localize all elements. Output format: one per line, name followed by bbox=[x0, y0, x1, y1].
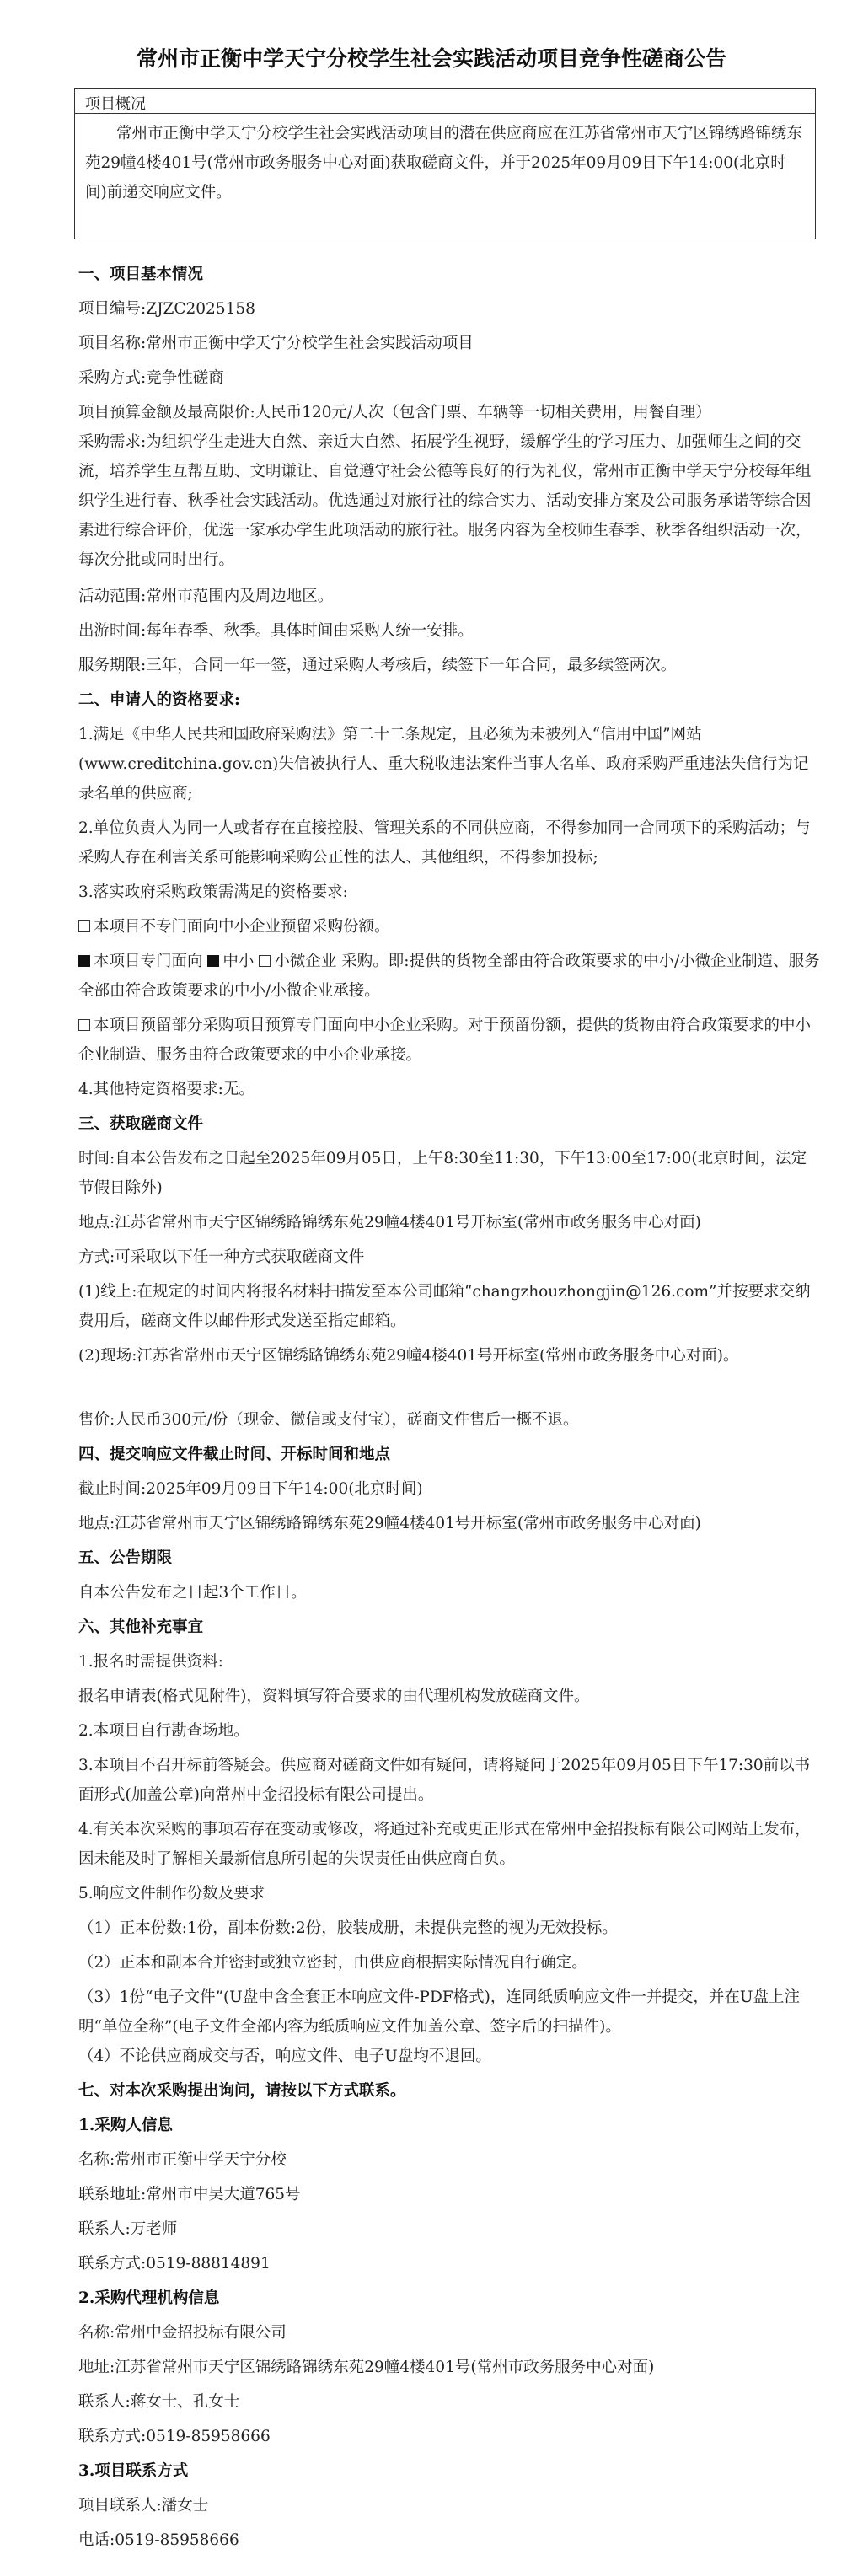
agency-heading: 2.采购代理机构信息 bbox=[78, 2289, 220, 2307]
trip-time: 出游时间:每年春季、秋季。具体时间由采购人统一安排。 bbox=[78, 622, 474, 640]
notice-period: 自本公告发布之日起3个工作日。 bbox=[78, 1584, 307, 1602]
purchaser-address: 联系地址:常州市中吴大道765号 bbox=[78, 2186, 301, 2203]
sme-option-2: 本项目专门面向 中小 小微企业 采购。即:提供的货物全部由符合政策要求的中小/小微企业制造、服务全部由符合政策要求的中小/小微企业承接。 bbox=[78, 953, 820, 1000]
section-5-heading: 五、公告期限 bbox=[78, 1549, 173, 1567]
overview-box bbox=[74, 88, 816, 239]
project-number: 项目编号:ZJZC2025158 bbox=[78, 300, 255, 318]
document-time: 时间:自本公告发布之日起至2025年09月05日，上午8:30至11:30，下午13:00至17:00(北京时间，法定节假日除外) bbox=[78, 1150, 807, 1197]
project-contact-heading: 3.项目联系方式 bbox=[78, 2462, 189, 2480]
section-1-heading: 一、项目基本情况 bbox=[78, 266, 204, 283]
supplement-1-detail: 报名申请表(格式见附件)，资料填写符合要求的由代理机构发放磋商文件。 bbox=[78, 1688, 590, 1705]
purchaser-phone: 联系方式:0519-88814891 bbox=[78, 2255, 271, 2273]
overview-header bbox=[75, 89, 815, 114]
submission-deadline: 截止时间:2025年09月09日下午14:00(北京时间) bbox=[78, 1480, 423, 1498]
document-online: (1)线上:在规定的时间内将报名材料扫描发至本公司邮箱“changzhouzhongjin@126.com”并按要求交纳费用后，磋商文件以邮件形式发送至指定邮箱。 bbox=[78, 1283, 811, 1330]
document-way: 方式:可采取以下任一种方式获取磋商文件 bbox=[78, 1248, 365, 1266]
supplement-4: 4.有关本次采购的事项若存在变动或修改，将通过补充或更正形式在常州中金招投标有限公司网站上发布，因未能及时了解相关最新信息所引起的失误责任由供应商自负。 bbox=[78, 1821, 811, 1868]
qualification-2: 2.单位负责人为同一人或者存在直接控股、管理关系的不同供应商，不得参加同一合同项下的采购活动；与采购人存在利害关系可能影响采购公正性的法人、其他组织，不得参加投标; bbox=[78, 819, 811, 867]
agency-address: 地址:江苏省常州市天宁区锦绣路锦绣东苑29幢4楼401号(常州市政务服务中心对面) bbox=[78, 2359, 655, 2376]
section-7-heading: 七、对本次采购提出询问，请按以下方式联系。 bbox=[78, 2082, 406, 2100]
purchaser-heading: 1.采购人信息 bbox=[78, 2117, 173, 2134]
document-place: 地点:江苏省常州市天宁区锦绣路锦绣东苑29幢4楼401号开标室(常州市政务服务中心对面) bbox=[78, 1214, 701, 1232]
section-6-heading: 六、其他补充事宜 bbox=[78, 1618, 204, 1636]
checkbox-empty-icon bbox=[259, 955, 271, 967]
overview-heading: 项目概况 bbox=[85, 95, 146, 113]
qualification-3: 3.落实政府采购政策需满足的资格要求: bbox=[78, 883, 348, 901]
qualification-4: 4.其他特定资格要求:无。 bbox=[78, 1081, 255, 1098]
activity-scope: 活动范围:常州市范围内及周边地区。 bbox=[78, 588, 334, 605]
sme-option-3: 本项目预留部分采购项目预算专门面向中小企业采购。对于预留份额，提供的货物由符合政策要求的中小企业制造、服务由符合政策要求的中小企业承接。 bbox=[78, 1017, 812, 1064]
supplement-3: 3.本项目不召开标前答疑会。供应商对磋商文件如有疑问，请将疑问于2025年09月05日下午17:30前以书面形式(加盖公章)向常州中金招投标有限公司提出。 bbox=[78, 1757, 811, 1804]
purchaser-contact: 联系人:万老师 bbox=[78, 2220, 178, 2238]
procurement-method: 采购方式:竞争性磋商 bbox=[78, 369, 224, 387]
project-name: 项目名称:常州市正衡中学天宁分校学生社会实践活动项目 bbox=[78, 335, 474, 352]
checkbox-filled-icon bbox=[78, 955, 90, 967]
supplement-5: 5.响应文件制作份数及要求 bbox=[78, 1885, 265, 1902]
supplement-1: 1.报名时需提供资料: bbox=[78, 1653, 223, 1671]
section-3-heading: 三、获取磋商文件 bbox=[78, 1115, 204, 1133]
agency-phone: 联系方式:0519-85958666 bbox=[78, 2428, 271, 2445]
checkbox-empty-icon bbox=[78, 920, 90, 932]
overview-text: 常州市正衡中学天宁分校学生社会实践活动项目的潜在供应商应在江苏省常州市天宁区锦绣路锦绣东苑29幢4楼401号(常州市政务服务中心对面)获取磋商文件，并于2025年09月09日下午14:00(北京时间)前递交响应文件。 bbox=[85, 125, 803, 201]
requirement-2: （2）正本和副本合并密封或独立密封，由供应商根据实际情况自行确定。 bbox=[78, 1954, 587, 1972]
requirement-1: （1）正本份数:1份，副本份数:2份，胶装成册，未提供完整的视为无效投标。 bbox=[78, 1919, 618, 1937]
document-price: 售价:人民币300元/份（现金、微信或支付宝），磋商文件售后一概不退。 bbox=[78, 1411, 579, 1429]
agency-contact: 联系人:蒋女士、孔女士 bbox=[78, 2393, 240, 2411]
service-period: 服务期限:三年，合同一年一签，通过采购人考核后，续签下一年合同，最多续签两次。 bbox=[78, 657, 677, 674]
project-contact-phone: 电话:0519-85958666 bbox=[78, 2531, 239, 2549]
budget: 项目预算金额及最高限价:人民币120元/人次（包含门票、车辆等一切相关费用，用餐自理） bbox=[78, 404, 711, 421]
page-title: 常州市正衡中学天宁分校学生社会实践活动项目竞争性磋商公告 bbox=[136, 46, 726, 71]
section-2-heading: 二、申请人的资格要求: bbox=[78, 691, 240, 709]
sme-option-1: 本项目不专门面向中小企业预留采购份额。 bbox=[78, 912, 820, 942]
supplement-2: 2.本项目自行勘查场地。 bbox=[78, 1722, 249, 1740]
checkbox-empty-icon bbox=[78, 1019, 90, 1031]
requirement-3: （3）1份“电子文件”(U盘中含全套正本响应文件-PDF格式)，连同纸质响应文件一并提交，并在U盘上注明“单位全称”(电子文件全部内容为纸质响应文件加盖公章、签字后的扫描件)。 bbox=[78, 1988, 800, 2036]
submission-place: 地点:江苏省常州市天宁区锦绣路锦绣东苑29幢4楼401号开标室(常州市政务服务中心对面) bbox=[78, 1515, 701, 1532]
purchaser-name: 名称:常州市正衡中学天宁分校 bbox=[78, 2151, 287, 2169]
project-contact-person: 项目联系人:潘女士 bbox=[78, 2497, 209, 2514]
section-4-heading: 四、提交响应文件截止时间、开标时间和地点 bbox=[78, 1446, 391, 1463]
agency-name: 名称:常州中金招投标有限公司 bbox=[78, 2324, 287, 2342]
procurement-need: 采购需求:为组织学生走进大自然、亲近大自然、拓展学生视野，缓解学生的学习压力、加强师生之间的交流，培养学生互帮互助、文明谦让、自觉遵守社会公德等良好的行为礼仪，常州市正衡中学天宁分校每年组织学生进行春、秋季社会实践活动。优选通过对旅行社的综合实力、活动安排方案及公司服务承诺等综合因素进行综合评价，优选一家承办学生此项活动的旅行社。服务内容为全校师生春季、秋季各组织活动一次，每次分批或同时出行。 bbox=[78, 433, 812, 569]
qualification-1: 1.满足《中华人民共和国政府采购法》第二十二条规定，且必须为未被列入“信用中国”网站(www.creditchina.gov.cn)失信被执行人、重大税收违法案件当事人名单、政府采购严重违法失信行为记录名单的供应商; bbox=[78, 726, 809, 802]
requirement-4: （4）不论供应商成交与否，响应文件、电子U盘均不退回。 bbox=[78, 2047, 491, 2065]
document-onsite: (2)现场:江苏省常州市天宁区锦绣路锦绣东苑29幢4楼401号开标室(常州市政务服务中心对面)。 bbox=[78, 1347, 739, 1365]
checkbox-filled-icon bbox=[207, 955, 219, 967]
